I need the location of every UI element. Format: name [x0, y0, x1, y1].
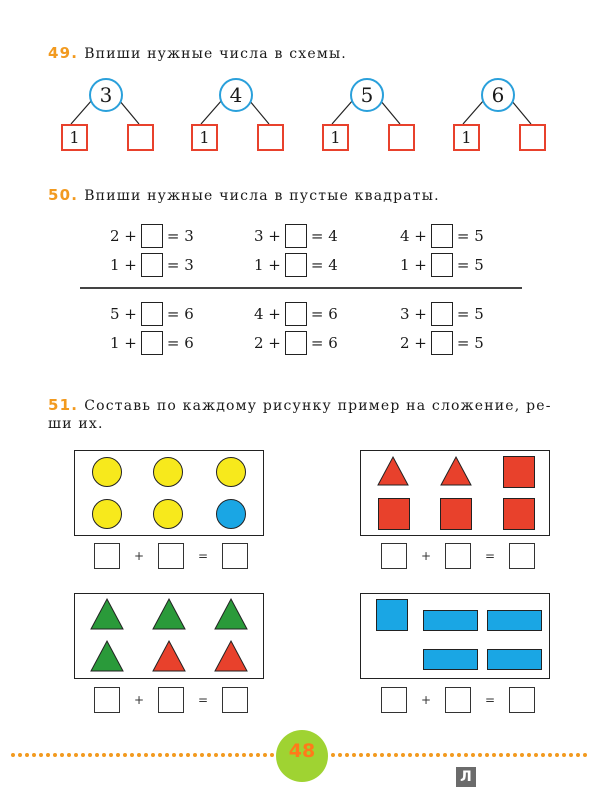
equation	[254, 330, 338, 356]
equation-right: = 3	[166, 227, 194, 245]
equation-right: = 3	[166, 256, 194, 274]
yellow-circle	[92, 499, 122, 529]
page-number: 48	[276, 730, 328, 782]
yellow-circle	[216, 457, 246, 487]
answer-box[interactable]	[285, 331, 307, 355]
blue-circle	[216, 499, 246, 529]
task-50-text: Впиши нужные числа в пустые квадраты.	[84, 188, 440, 204]
scheme-part-right[interactable]	[388, 124, 415, 151]
task-51-text-line2: ши их.	[48, 416, 104, 432]
blue-square	[376, 599, 408, 631]
yellow-circle	[153, 499, 183, 529]
answer-box[interactable]	[141, 224, 163, 248]
green-triangle	[213, 597, 249, 631]
blue-rectangle	[423, 649, 478, 670]
equation-left: 1 +	[254, 256, 281, 274]
equation	[254, 252, 338, 278]
scheme-part-left[interactable]: 1	[453, 124, 480, 151]
yellow-circle	[92, 457, 122, 487]
equation-right: = 5	[456, 256, 484, 274]
scheme-3	[320, 74, 416, 154]
task-49-number: 49.	[48, 44, 79, 62]
equation-left: 3 +	[400, 305, 427, 323]
answer-box[interactable]	[509, 687, 535, 713]
equation-right: = 6	[310, 305, 338, 323]
scheme-part-left[interactable]: 1	[61, 124, 88, 151]
equation	[400, 330, 484, 356]
plus-sign: +	[133, 693, 145, 707]
answer-box[interactable]	[381, 543, 407, 569]
equation	[254, 301, 338, 327]
blue-rectangle	[423, 610, 478, 631]
green-triangle	[89, 597, 125, 631]
red-square	[378, 498, 410, 530]
equals-sign: =	[484, 549, 496, 563]
red-triangle	[213, 639, 249, 673]
blue-rectangle	[487, 649, 542, 670]
answer-box[interactable]	[141, 253, 163, 277]
equation-left: 5 +	[110, 305, 137, 323]
answer-box[interactable]	[94, 687, 120, 713]
equation-left: 1 +	[110, 256, 137, 274]
equation-right: = 4	[310, 227, 338, 245]
equation-right: = 6	[310, 334, 338, 352]
answer-box[interactable]	[285, 224, 307, 248]
answer-box[interactable]	[509, 543, 535, 569]
equation-right: = 5	[456, 227, 484, 245]
red-square	[503, 456, 535, 488]
task-50-number: 50.	[48, 186, 79, 204]
answer-row-3	[94, 687, 248, 713]
task-51-text-line1: Составь по каждому рисунку пример на сложение, ре-	[84, 398, 552, 414]
equation-right: = 4	[310, 256, 338, 274]
equals-sign: =	[197, 693, 209, 707]
answer-box[interactable]	[141, 331, 163, 355]
answer-box[interactable]	[431, 302, 453, 326]
answer-box[interactable]	[285, 302, 307, 326]
scheme-total: 6	[481, 78, 515, 112]
scheme-total: 4	[219, 78, 253, 112]
answer-box[interactable]	[431, 331, 453, 355]
dotted-line-right	[330, 752, 592, 758]
task-49-text: Впиши нужные числа в схемы.	[84, 46, 347, 62]
answer-box[interactable]	[158, 543, 184, 569]
equation	[254, 223, 338, 249]
picture-circles	[74, 450, 264, 536]
red-square	[503, 498, 535, 530]
answer-box[interactable]	[431, 253, 453, 277]
equation	[400, 301, 484, 327]
red-square	[440, 498, 472, 530]
picture-blue-rectangles	[360, 593, 550, 679]
answer-box[interactable]	[222, 543, 248, 569]
red-triangle	[151, 639, 187, 673]
equation-left: 3 +	[254, 227, 281, 245]
task-49-title	[48, 44, 347, 62]
equation-left: 2 +	[400, 334, 427, 352]
equation-left: 1 +	[110, 334, 137, 352]
answer-box[interactable]	[431, 224, 453, 248]
equation	[110, 330, 194, 356]
dotted-line-left	[10, 752, 276, 758]
plus-sign: +	[133, 549, 145, 563]
answer-box[interactable]	[445, 687, 471, 713]
yellow-circle	[153, 457, 183, 487]
equation-right: = 5	[456, 334, 484, 352]
scheme-2	[189, 74, 285, 154]
answer-box[interactable]	[222, 687, 248, 713]
task-51-number: 51.	[48, 396, 79, 414]
answer-box[interactable]	[285, 253, 307, 277]
equation-left: 1 +	[400, 256, 427, 274]
equation-right: = 6	[166, 305, 194, 323]
answer-row-2	[381, 543, 535, 569]
scheme-total: 3	[89, 78, 123, 112]
equation-right: = 5	[456, 305, 484, 323]
task-50-title	[48, 186, 440, 204]
divider-line	[80, 287, 522, 289]
scheme-part-right[interactable]	[257, 124, 284, 151]
equation	[110, 301, 194, 327]
equation-left: 2 +	[254, 334, 281, 352]
answer-box[interactable]	[141, 302, 163, 326]
equation	[110, 252, 194, 278]
scheme-part-left[interactable]: 1	[191, 124, 218, 151]
answer-box[interactable]	[158, 687, 184, 713]
green-triangle	[89, 639, 125, 673]
scheme-total: 5	[350, 78, 384, 112]
answer-row-1	[94, 543, 248, 569]
answer-box[interactable]	[94, 543, 120, 569]
equation-right: = 6	[166, 334, 194, 352]
equals-sign: =	[197, 549, 209, 563]
equals-sign: =	[484, 693, 496, 707]
picture-triangles	[74, 593, 264, 679]
answer-row-4	[381, 687, 535, 713]
equation-left: 4 +	[400, 227, 427, 245]
plus-sign: +	[420, 549, 432, 563]
scheme-part-right[interactable]	[127, 124, 154, 151]
scheme-4	[451, 74, 547, 154]
scheme-part-left[interactable]: 1	[322, 124, 349, 151]
scheme-1	[59, 74, 155, 154]
scheme-part-right[interactable]	[519, 124, 546, 151]
plus-sign: +	[420, 693, 432, 707]
picture-red-shapes	[360, 450, 550, 536]
equation	[400, 252, 484, 278]
task-51-title	[48, 396, 568, 432]
equation	[400, 223, 484, 249]
blue-rectangle	[487, 610, 542, 631]
red-triangle	[376, 455, 410, 487]
equation	[110, 223, 194, 249]
red-triangle	[439, 455, 473, 487]
answer-box[interactable]	[445, 543, 471, 569]
equation-left: 2 +	[110, 227, 137, 245]
answer-box[interactable]	[381, 687, 407, 713]
green-triangle	[151, 597, 187, 631]
publisher-logo: Л	[456, 767, 476, 787]
equation-left: 4 +	[254, 305, 281, 323]
